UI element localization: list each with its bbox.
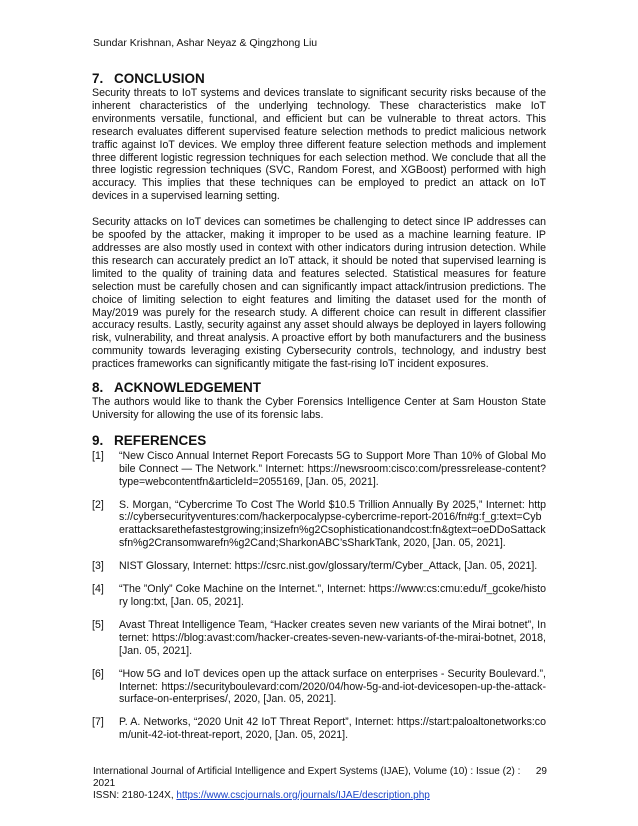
references-heading [92, 432, 546, 449]
reference-text: P. A. Networks, “2020 Unit 42 IoT Threat Report”, Internet: https://start:paloaltonetworks:com/unit-42-iot-threat-report, 2020, [Jan. 05, 2021]. [119, 716, 546, 742]
journal-citation: International Journal of Artificial Intelligence and Expert Systems (IJAE), Volume (10) : Issue (2) : 2021 [93, 766, 521, 789]
conclusion-paragraph-1: Security threats to IoT systems and devices translate to significant security risks because of the inherent characteristics of the underlying technology. These characteristics make IoT environments versatile, functional, and efficient but can be vulnerable to threat actors. This research evaluates different supervised feature selection methods to predict malicious network traffic against IoT devices. We employ three different feature selection methods and implement three different logistic regression techniques for each selection method. We conclude that all the three logistic regression techniques (SVC, Random Forest, and XGBoost) performed with high accuracy. This implies that these techniques can be employed to predict an attack on IoT devices in a supervised learning setting. [92, 87, 546, 203]
conclusion-paragraph-2: Security attacks on IoT devices can sometimes be challenging to detect since IP addresses can be spoofed by the attacker, making it improper to be used as a machine learning feature. IP addresses are also mostly used in context with other indicators during intrusion detection. While this research can accurately predict an IoT attack, it should be noted that supervised learning is limited to the quality of training data and features selected. Statistical measures for feature selection must be carefully chosen and can significantly impact attack/intrusion predictions. The choice of limiting selection to eight features and limiting the dataset used for the month of May/2019 was purely for the research study. A different choice can result in different classifier accuracy results. Lastly, security against any asset should always be deployed in layers following risk, vulnerability, and threat analysis. A proactive effort by both manufacturers and the business community towards leveraging existing Cybersecurity controls, technology, and industry best practices frameworks can significantly mitigate the fast-rising IoT incident exposures. [92, 216, 546, 371]
references-number: 9. [92, 432, 104, 448]
page-number: 29 [535, 766, 547, 777]
reference-list [92, 450, 546, 742]
issn-text: ISSN: 2180-124X, [93, 790, 177, 801]
page-footer [93, 766, 547, 802]
footer-journal-row [93, 766, 547, 790]
reference-item [92, 450, 546, 489]
reference-text: “How 5G and IoT devices open up the attack surface on enterprises - Security Boulevard.”, Internet: https://securityboulevard:com/2020/04/how-5g-and-iot-devicesopen-up-the-attack-surface-on-enterprises/, 2020, [Jan. 05, 2021]. [119, 667, 546, 706]
conclusion-heading [92, 70, 546, 87]
reference-item [92, 716, 546, 742]
reference-item [92, 583, 546, 609]
reference-item [92, 560, 546, 573]
reference-number: [1] [92, 449, 104, 462]
acknowledgement-number: 8. [92, 380, 104, 396]
reference-number: [7] [92, 716, 104, 729]
acknowledgement-text: The authors would like to thank the Cyber Forensics Intelligence Center at Sam Houston State University for allowing the use of its forensic labs. [92, 396, 546, 421]
running-header: Sundar Krishnan, Ashar Neyaz & Qingzhong Liu [93, 37, 318, 49]
conclusion-title: CONCLUSION [114, 71, 205, 86]
reference-text: S. Morgan, “Cybercrime To Cost The World $10.5 Trillion Annually By 2025,” Internet: https://cybersecurityventures:com/hackerpocalypse-cybercrime-report-2016/fn#g:f_g:text=Cyberattacksarethefastestgrowing;insizefn%g2Csophisticationandcost:fn&gtext=oeDDoSattacksfn%g2Cransomwarefn%g2Cand;SharkonABC’sSharkTank, 2020, [Jan. 05, 2021]. [119, 498, 546, 550]
reference-number: [6] [92, 667, 104, 680]
reference-item [92, 499, 546, 551]
journal-link[interactable]: https://www.cscjournals.org/journals/IJAE/description.php [176, 790, 430, 801]
reference-text: Avast Threat Intelligence Team, “Hacker creates seven new variants of the Mirai botnet”, Internet: https://blog:avast:com/hacker-creates-seven-new-variants-of-the-mirai-botnet, 2018, [Jan. 05, 2021]. [119, 618, 546, 657]
reference-number: [5] [92, 618, 104, 631]
reference-item [92, 668, 546, 707]
reference-text: “The ”Only” Coke Machine on the Internet.”, Internet: https://www:cs:cmu:edu/f_gcoke/history long:txt, [Jan. 05, 2021]. [119, 583, 546, 608]
references-title: REFERENCES [114, 432, 207, 448]
acknowledgement-heading [92, 379, 546, 396]
reference-number: [4] [92, 583, 104, 596]
reference-number: [2] [92, 498, 104, 511]
reference-text: “New Cisco Annual Internet Report Forecasts 5G to Support More Than 10% of Global Mobile Connect — The Network.” Internet: https://newsroom:cisco:com/pressrelease-content?type=webcontentfn&articleId=2055169, [Jan. 05, 2021]. [119, 449, 546, 488]
acknowledgement-title: ACKNOWLEDGEMENT [114, 380, 261, 396]
page-content [92, 70, 546, 742]
conclusion-number: 7. [92, 71, 104, 86]
reference-text: NIST Glossary, Internet: https://csrc.nist.gov/glossary/term/Cyber_Attack, [Jan. 05, 2021]. [119, 560, 538, 573]
reference-number: [3] [92, 560, 104, 573]
footer-issn-row [93, 790, 547, 802]
reference-item [92, 619, 546, 658]
